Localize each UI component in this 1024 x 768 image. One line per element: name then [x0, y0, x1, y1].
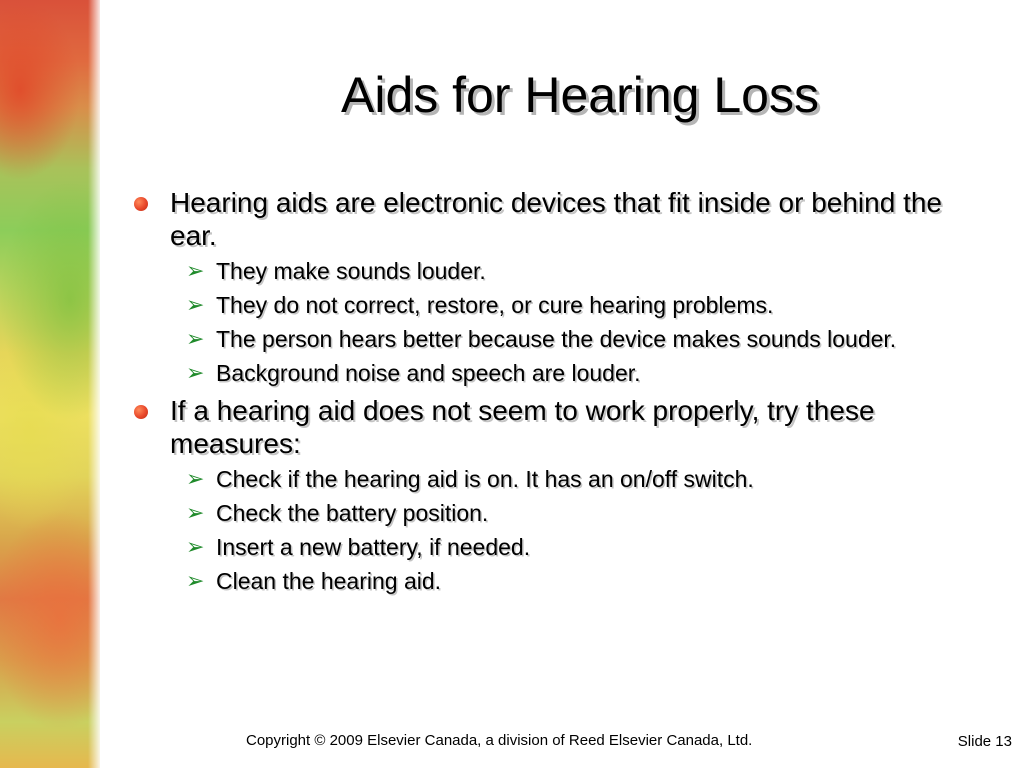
slide-title: Aids for Hearing Loss — [340, 67, 819, 123]
sub-bullet-item — [130, 534, 990, 560]
sub-bullet-item — [130, 326, 990, 352]
sub-bullet-list — [130, 466, 990, 594]
bullet-item — [130, 394, 990, 460]
sub-bullet-item — [130, 466, 990, 492]
arrow-bullet-icon: ➢ — [186, 568, 205, 593]
sub-bullet-text: Insert a new battery, if needed. — [216, 534, 531, 560]
sub-bullet-item — [130, 568, 990, 594]
side-band-fade — [88, 0, 102, 768]
arrow-bullet-icon: ➢ — [186, 258, 205, 283]
sub-bullet-text: They do not correct, restore, or cure hearing problems. — [216, 292, 774, 318]
slide-content — [130, 186, 990, 602]
bullet-text: Hearing aids are electronic devices that fit inside or behind the ear. — [170, 187, 942, 251]
arrow-bullet-icon: ➢ — [186, 534, 205, 559]
sub-bullet-item — [130, 292, 990, 318]
arrow-bullet-icon: ➢ — [186, 360, 205, 385]
arrow-bullet-icon: ➢ — [186, 292, 205, 317]
sub-bullet-item — [130, 500, 990, 526]
round-bullet-icon — [134, 197, 148, 211]
bullet-text: If a hearing aid does not seem to work properly, try these measures: — [170, 395, 875, 459]
bullet-item — [130, 186, 990, 252]
arrow-bullet-icon: ➢ — [186, 326, 205, 351]
slide-number: Slide 13 — [957, 733, 1012, 750]
arrow-bullet-icon: ➢ — [186, 500, 205, 525]
sub-bullet-text: Check the battery position. — [216, 500, 489, 526]
sub-bullet-text: Clean the hearing aid. — [216, 568, 442, 594]
sub-bullet-list — [130, 258, 990, 386]
footer-copyright: Copyright © 2009 Elsevier Canada, a division of Reed Elsevier Canada, Ltd. — [246, 732, 753, 749]
decorative-side-band — [0, 0, 100, 768]
sub-bullet-text: Check if the hearing aid is on. It has an on/off switch. — [216, 466, 754, 492]
arrow-bullet-icon: ➢ — [186, 466, 205, 491]
round-bullet-icon — [134, 405, 148, 419]
sub-bullet-text: Background noise and speech are louder. — [216, 360, 641, 386]
sub-bullet-text: They make sounds louder. — [216, 258, 486, 284]
sub-bullet-item — [130, 360, 990, 386]
sub-bullet-item — [130, 258, 990, 284]
sub-bullet-text: The person hears better because the device makes sounds louder. — [216, 326, 897, 352]
